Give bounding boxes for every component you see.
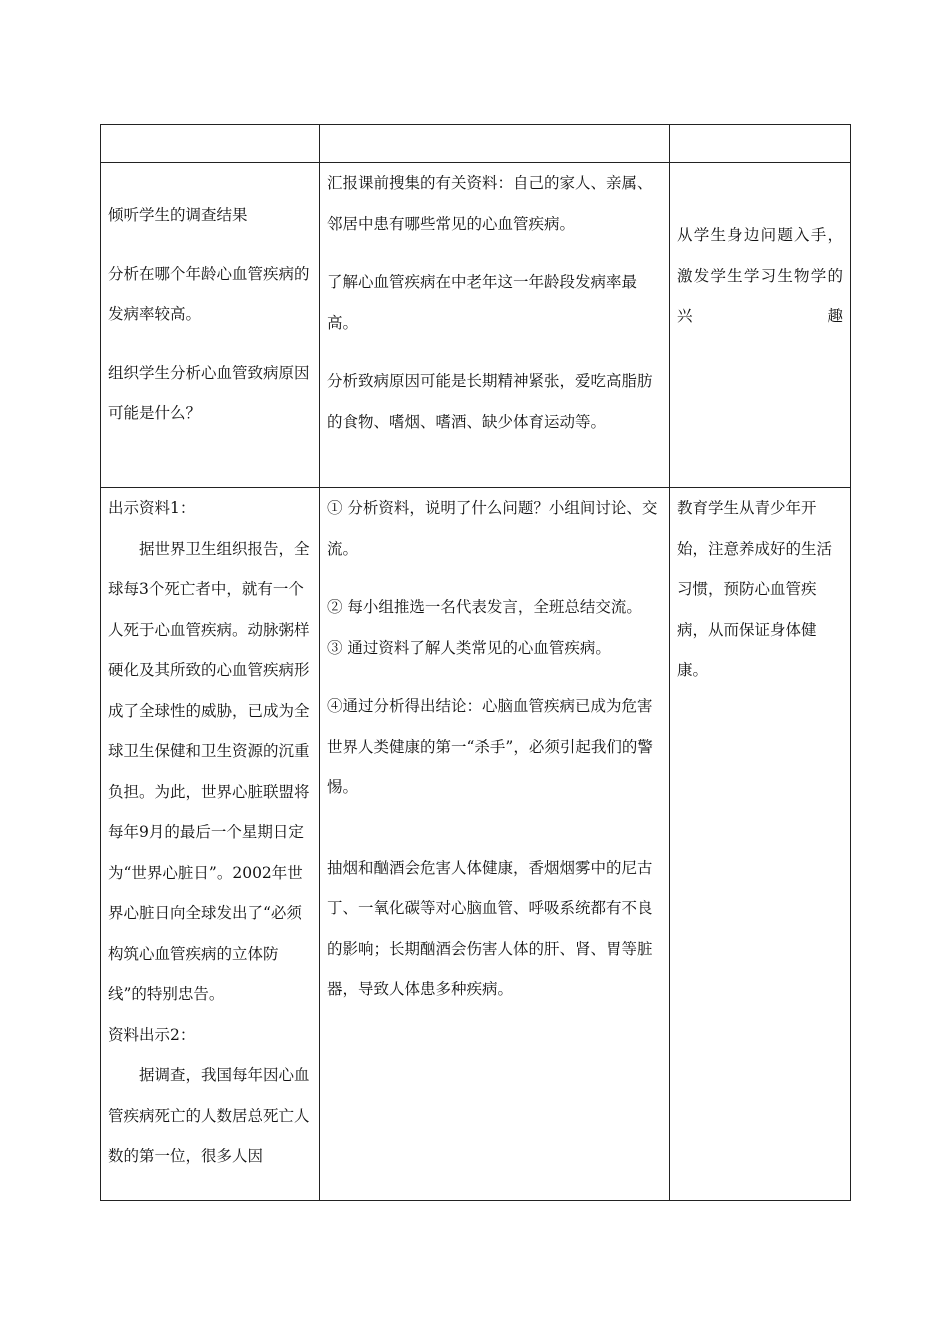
student-text-report: 汇报课前搜集的有关资料：自己的家人、亲属、邻居中患有哪些常见的心血管疾病。 — [327, 174, 653, 233]
intent-text-habits: 教育学生从青少年开始，注意养成好的生活习惯，预防心血管疾病，从而保证身体健康。 — [677, 499, 833, 679]
lesson-plan-table — [100, 124, 851, 1201]
material-1-heading: 出示资料1： — [108, 499, 196, 517]
empty-cell-student — [320, 125, 670, 163]
student-text-age-rate: 了解心血管疾病在中老年这一年龄段发病率最高。 — [327, 273, 638, 332]
cell-design-intent-1 — [670, 163, 851, 488]
teacher-text-analyze-cause: 组织学生分析心血管致病原因可能是什么？ — [108, 363, 310, 422]
cell-student-activity-2 — [320, 488, 670, 1201]
student-text-smoking: 抽烟和酗酒会危害人体健康，香烟烟雾中的尼古丁、一氧化碳等对心脑血管、呼吸系统都有不良的影响；长期酗酒会伤害人体的肝、肾、胃等脏器，导致人体患多种疾病。 — [327, 858, 653, 998]
teacher-text-listen: 倾听学生的调查结果 — [108, 206, 248, 224]
cell-student-activity-1 — [320, 163, 670, 488]
cell-design-intent-2 — [670, 488, 851, 1201]
empty-cell-intent — [670, 125, 851, 163]
cell-teacher-activity-1 — [101, 163, 320, 488]
empty-cell-teacher — [101, 125, 320, 163]
student-text-causes: 分析致病原因可能是长期精神紧张，爱吃高脂肪的食物、嗜烟、嗜酒、缺少体育运动等。 — [327, 372, 653, 431]
material-1-text: 据世界卫生组织报告，全球每3个死亡者中，就有一个人死于心血管疾病。动脉粥样硬化及其所致的心血管疾病形成了全球性的威胁，已成为全球卫生保健和卫生资源的沉重负担。为此，世界心脏联盟将每年9月的最后一个星期日定为“世界心脏日”。2002年世界心脏日向全球发出了“必须构筑心血管疾病的立体防线”的特别忠告。 — [108, 539, 310, 1003]
teacher-text-analyze-age: 分析在哪个年龄心血管疾病的发病率较高。 — [108, 264, 310, 323]
table-row-empty — [101, 125, 851, 163]
table-row-survey — [101, 163, 851, 488]
student-step-4: ④通过分析得出结论：心脑血管疾病已成为危害世界人类健康的第一“杀手”，必须引起我们的警惕。 — [327, 697, 653, 796]
student-step-1: ① 分析资料，说明了什么问题？小组间讨论、交流。 — [327, 499, 658, 558]
table-row-material — [101, 488, 851, 1201]
student-step-2: ② 每小组推选一名代表发言，全班总结交流。 — [327, 598, 642, 616]
student-step-3: ③ 通过资料了解人类常见的心血管疾病。 — [327, 638, 611, 657]
cell-teacher-activity-2 — [101, 488, 320, 1201]
material-2-heading: 资料出示2： — [108, 1025, 196, 1044]
material-2-text: 据调查，我国每年因心血管疾病死亡的人数居总死亡人数的第一位，很多人因 — [108, 1066, 310, 1165]
intent-text-interest: 从学生身边问题入手，激发学生学习生物学的兴趣 — [677, 226, 843, 325]
